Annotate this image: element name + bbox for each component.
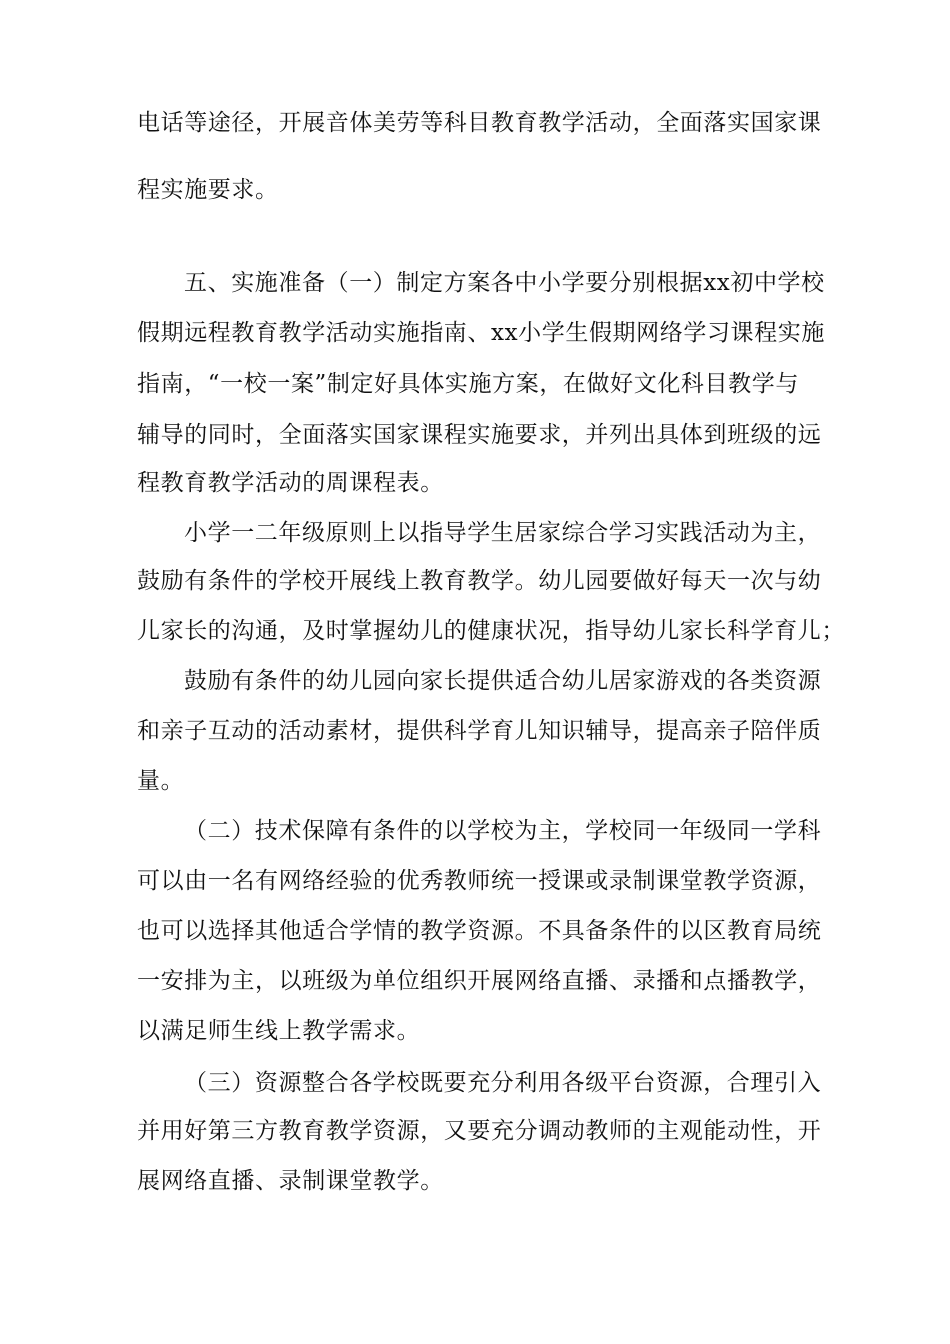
text-line: 辅导的同时，全面落实国家课程实施要求，并列出具体到班级的远 xyxy=(137,422,822,448)
text-line: 量。 xyxy=(137,768,185,794)
paragraph-heading-line: （三）资源整合各学校既要充分利用各级平台资源，合理引入 xyxy=(184,1070,822,1096)
text-line: 展网络直播、录制课堂教学。 xyxy=(137,1168,444,1194)
text-line: 儿家长的沟通，及时掌握幼儿的健康状况，指导幼儿家长科学育儿； xyxy=(137,618,845,644)
text-line: 程实施要求。 xyxy=(137,177,279,203)
text-line: 一安排为主，以班级为单位组织开展网络直播、录播和点播教学， xyxy=(137,968,822,994)
text-line: 也可以选择其他适合学情的教学资源。不具备条件的以区教育局统 xyxy=(137,918,822,944)
paragraph-heading-line: 五、实施准备（一）制定方案各中小学要分别根据xx初中学校 xyxy=(184,270,825,296)
text-line: 可以由一名有网络经验的优秀教师统一授课或录制课堂教学资源， xyxy=(137,868,822,894)
text-line: 并用好第三方教育教学资源，又要充分调动教师的主观能动性，开 xyxy=(137,1118,822,1144)
text-line: 以满足师生线上教学需求。 xyxy=(137,1018,421,1044)
text-line: 指南，“一校一案”制定好具体实施方案，在做好文化科目教学与 xyxy=(137,371,799,397)
paragraph-first-line: 鼓励有条件的幼儿园向家长提供适合幼儿居家游戏的各类资源 xyxy=(184,668,822,694)
paragraph-heading-line: （二）技术保障有条件的以学校为主，学校同一年级同一学科 xyxy=(184,818,822,844)
text-line: 假期远程教育教学活动实施指南、xx小学生假期网络学习课程实施 xyxy=(137,320,825,346)
text-line: 鼓励有条件的学校开展线上教育教学。幼儿园要做好每天一次与幼 xyxy=(137,568,822,594)
text-line: 电话等途径，开展音体美劳等科目教育教学活动，全面落实国家课 xyxy=(137,110,822,136)
text-line: 和亲子互动的活动素材，提供科学育儿知识辅导，提高亲子陪伴质 xyxy=(137,718,822,744)
paragraph-first-line: 小学一二年级原则上以指导学生居家综合学习实践活动为主， xyxy=(184,520,822,546)
text-line: 程教育教学活动的周课程表。 xyxy=(137,470,444,496)
